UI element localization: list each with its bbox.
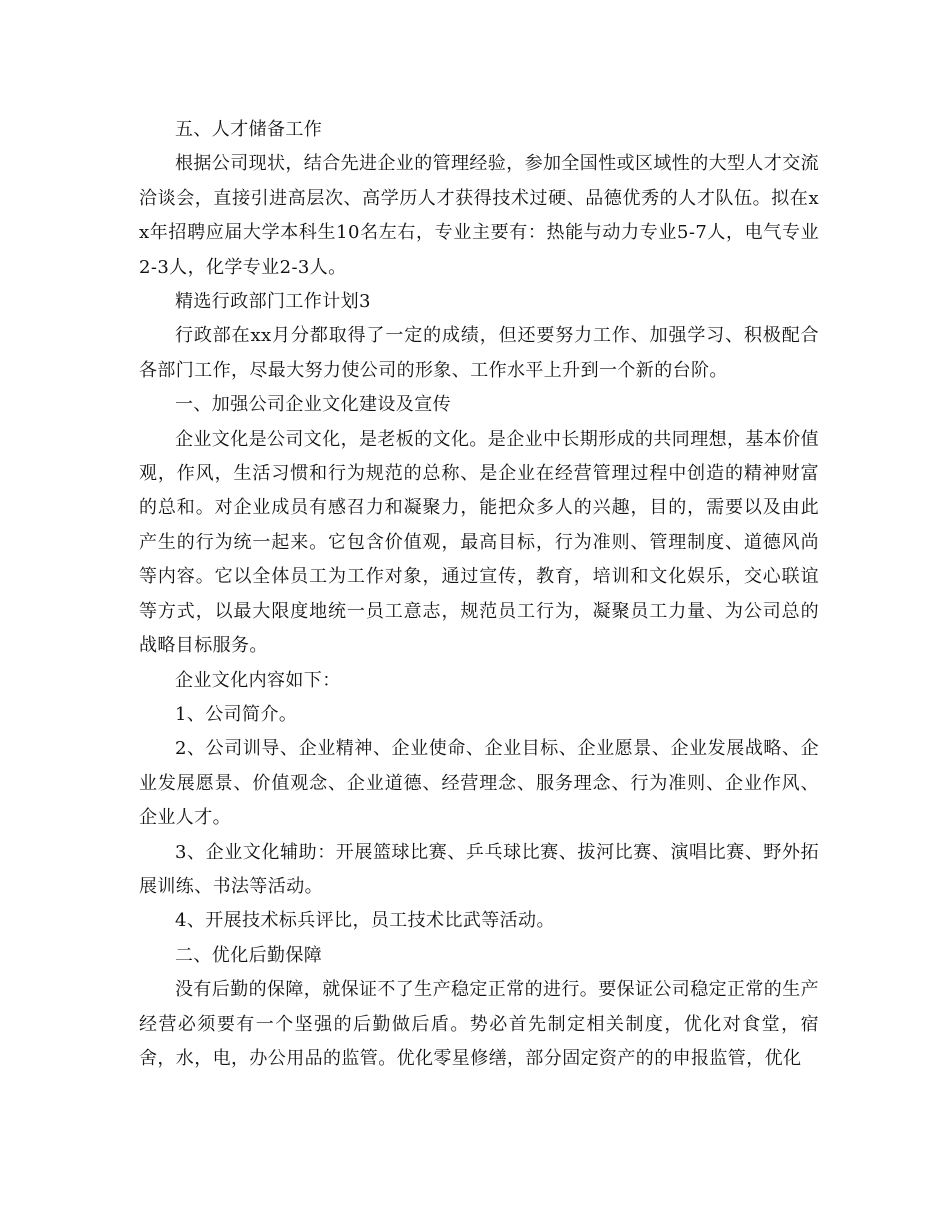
body-paragraph: 企业文化是公司文化，是老板的文化。是企业中长期形成的共同理想，基本价值观，作风，生活习惯和行为规范的总称、是企业在经营管理过程中创造的精神财富的总和。对企业成员有感召力和凝聚力，能把众多人的兴趣，目的，需要以及由此产生的行为统一起来。它包含价值观，最高目标，行为准则、管理制度、道德风尚等内容。它以全体员工为工作对象，通过宣传，教育，培训和文化娱乐，交心联谊等方式，以最大限度地统一员工意志，规范员工行为，凝聚员工力量、为公司总的战略目标服务。 xyxy=(139,428,819,657)
body-paragraph: 行政部在xx月分都取得了一定的成绩，但还要努力工作、加强学习、积极配合各部门工作，尽最大努力使公司的形象、工作水平上升到一个新的台阶。 xyxy=(139,325,819,381)
list-item: 2、公司训导、企业精神、企业使命、企业目标、企业愿景、企业发展战略、企业发展愿景、价值观念、企业道德、经营理念、服务理念、行为准则、企业作风、企业人才。 xyxy=(139,738,819,829)
list-item: 4、开展技术标兵评比，员工技术比武等活动。 xyxy=(175,910,555,932)
document-body xyxy=(139,113,819,1076)
section-heading-logistics: 二、优化后勤保障 xyxy=(175,944,323,966)
body-paragraph: 企业文化内容如下： xyxy=(175,669,341,691)
body-paragraph: 没有后勤的保障，就保证不了生产稳定正常的进行。要保证公司稳定正常的生产经营必须要有一个坚强的后勤做后盾。势必首先制定相关制度，优化对食堂，宿舍，水，电，办公用品的监管。优化零星修缮，部分固定资产的的申报监管，优化 xyxy=(139,979,819,1069)
list-item: 1、公司简介。 xyxy=(175,703,298,725)
section-heading-corporate-culture: 一、加强公司企业文化建设及宣传 xyxy=(175,394,451,416)
section-heading-talent-reserve: 五、人才储备工作 xyxy=(175,119,323,140)
body-paragraph: 根据公司现状，结合先进企业的管理经验，参加全国性或区域性的大型人才交流洽谈会，直接引进高层次、高学历人才获得技术过硬、品德优秀的人才队伍。拟在xx年招聘应届大学本科生10名左右，专业主要有：热能与动力专业5-7人，电气专业2-3人，化学专业2-3人。 xyxy=(139,153,819,278)
section-heading-plan-3: 精选行政部门工作计划3 xyxy=(175,291,371,313)
list-item: 3、企业文化辅助：开展篮球比赛、乒乓球比赛、拔河比赛、演唱比赛、野外拓展训练、书法等活动。 xyxy=(139,841,819,897)
